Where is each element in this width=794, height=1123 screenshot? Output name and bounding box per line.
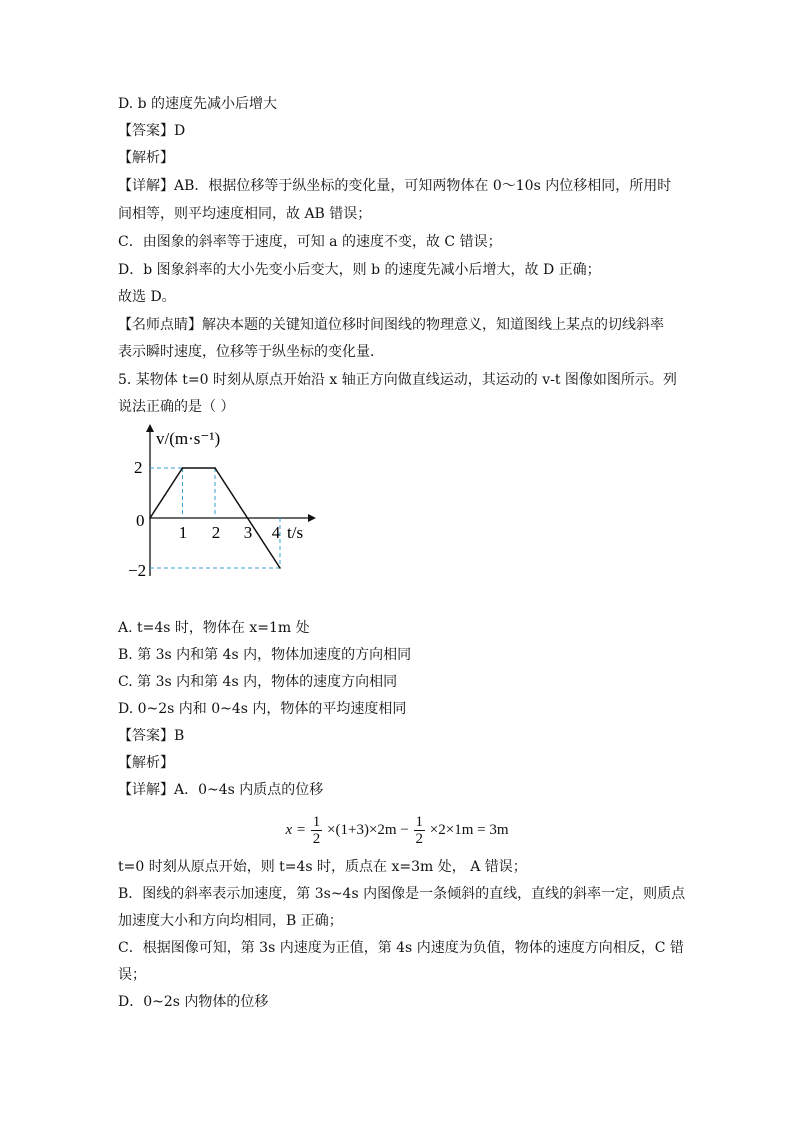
detail-c-line-1: C．根据图像可知，第 3s 内速度为正值，第 4s 内速度为负值，物体的速度方向相反，C 错 [118,940,684,956]
x-tick-2: 2 [211,523,221,542]
fraction-1-numerator: 1 [312,814,321,830]
data-point-t0 [149,517,151,519]
answer-label-2: 【答案】B [118,728,185,744]
detail-a-conclusion: t=0 时刻从原点开始，则 t=4s 时，质点在 x=3m 处， A 错误； [118,859,527,875]
conclusion-line: 故选 D。 [118,289,176,305]
detail-line-2: 间相等，则平均速度相同，故 AB 错误； [118,206,372,222]
option-d: D. 0~2s 内和 0~4s 内，物体的平均速度相同 [118,701,407,717]
y-tick-0: 0 [136,511,145,530]
x-tick-1: 1 [178,523,188,542]
y-axis-label: v/(m·s⁻¹) [156,429,221,448]
y-tick-neg2: −2 [128,561,147,580]
formula-middle-1: ×(1+3)×2m − [327,821,409,838]
fraction-2 [414,814,426,847]
y-axis-arrow [146,424,154,432]
fraction-1 [311,814,323,847]
x-axis-label: t/s [287,523,304,542]
x-tick-3: 3 [243,523,253,542]
data-point-t4 [279,567,281,569]
answer-label-1: 【答案】D [118,123,186,139]
detail-a-line: 【详解】A．0~4s 内质点的位移 [118,782,324,798]
data-point-t3 [247,517,249,519]
displacement-formula [0,814,794,847]
teacher-note-1: 【名师点睛】解决本题的关键知道位移时间图线的物理意义，知道图线上某点的切线斜率 [118,317,664,333]
y-tick-2: 2 [134,458,143,477]
vt-graph [130,422,330,582]
detail-b-line-2: 加速度大小和方向均相同，B 正确； [118,913,343,929]
detail-line-3: C．由图象的斜率等于速度，可知 a 的速度不变，故 C 错误； [118,234,502,250]
formula-lhs: x = [285,821,307,838]
question-5-line-1: 5. 某物体 t=0 时刻从原点开始沿 x 轴正方向做直线运动，其运动的 v-t 图像如图所示。列 [118,372,677,388]
x-axis-arrow [308,514,316,522]
fraction-2-denominator: 2 [415,831,424,847]
detail-line-1: 【详解】AB．根据位移等于纵坐标的变化量，可知两物体在 0～10s 内位移相同，所用时 [118,178,672,194]
detail-b-line-1: B．图线的斜率表示加速度，第 3s~4s 内图像是一条倾斜的直线，直线的斜率一定，则质点 [118,886,686,902]
option-b: B. 第 3s 内和第 4s 内，物体加速度的方向相同 [118,647,412,663]
teacher-note-2: 表示瞬时速度，位移等于纵坐标的变化量． [118,344,384,360]
detail-c-line-2: 误； [118,967,146,983]
analysis-label-1: 【解析】 [118,150,174,166]
fraction-2-numerator: 1 [415,814,424,830]
axes [150,428,308,576]
line-1: D. b 的速度先减小后增大 [118,96,278,112]
formula-middle-2: ×2×1m = 3m [429,821,509,838]
option-c: C. 第 3s 内和第 4s 内，物体的速度方向相同 [118,674,398,690]
option-a: A. t=4s 时，物体在 x=1m 处 [118,620,310,636]
detail-line-4: D．b 图象斜率的大小先变小后变大，则 b 的速度先减小后增大，故 D 正确； [118,262,601,278]
x-tick-4: 4 [271,523,281,542]
analysis-label-2: 【解析】 [118,755,174,771]
detail-d-line: D．0~2s 内物体的位移 [118,994,269,1010]
question-5-line-2: 说法正确的是（ ） [118,399,235,415]
data-point-t2 [214,467,216,469]
data-point-t1 [182,467,184,469]
fraction-1-denominator: 2 [312,831,321,847]
